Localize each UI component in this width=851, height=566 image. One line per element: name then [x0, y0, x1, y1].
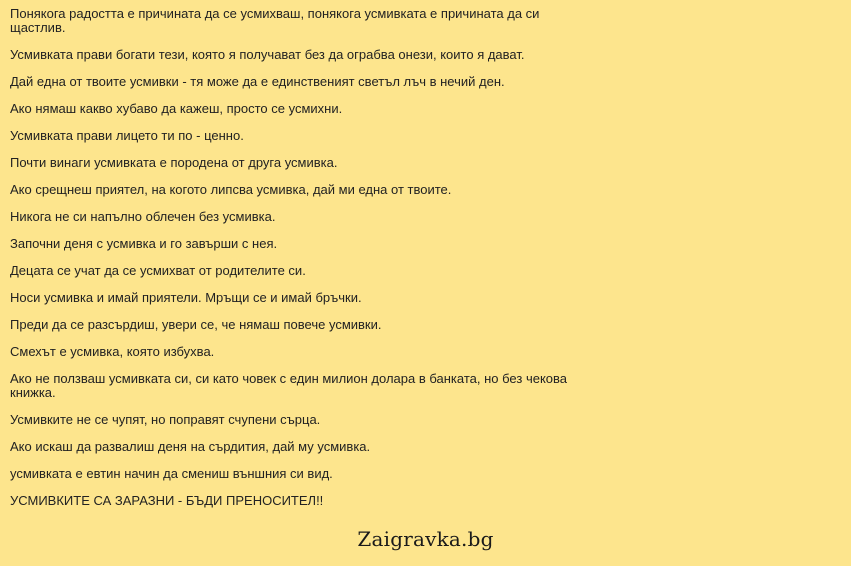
- quote-item: Носи усмивка и имай приятели. Мръщи се и имай бръчки.: [10, 290, 362, 305]
- quote-item: Смехът е усмивка, която избухва.: [10, 344, 215, 359]
- quote-item: Понякога радостта е причината да се усмихваш, понякога усмивката е причината да си щастлив.: [10, 6, 540, 35]
- quote-item: Децата се учат да се усмихват от родителите си.: [10, 263, 306, 278]
- quote-item: Дай една от твоите усмивки - тя може да е единственият светъл лъч в нечий ден.: [10, 74, 505, 89]
- quote-item: Ако искаш да развалиш деня на сърдития, дай му усмивка.: [10, 439, 371, 454]
- quote-item: Почти винаги усмивката е породена от друга усмивка.: [10, 155, 338, 170]
- quote-item: усмивката е евтин начин да смениш външния си вид.: [10, 466, 333, 481]
- quote-item: Усмивките не се чупят, но поправят счупени сърца.: [10, 412, 321, 427]
- site-brand: Zaigravka.bg: [357, 527, 494, 551]
- quote-item: Ако не ползваш усмивката си, си като човек с един милион долара в банката, но без чекова книжка.: [10, 371, 568, 400]
- quote-item: Ако нямаш какво хубаво да кажеш, просто се усмихни.: [10, 101, 343, 116]
- quote-item: Преди да се разсърдиш, увери се, че нямаш повече усмивки.: [10, 317, 382, 332]
- quote-item: Ако срещнеш приятел, на когото липсва усмивка, дай ми една от твоите.: [10, 182, 452, 197]
- quote-item: УСМИВКИТЕ СА ЗАРАЗНИ - БЪДИ ПРЕНОСИТЕЛ!!: [10, 493, 324, 508]
- quote-item: Усмивката прави богати тези, която я получават без да ограбва онези, които я дават.: [10, 47, 525, 62]
- quote-item: Никога не си напълно облечен без усмивка.: [10, 209, 276, 224]
- quote-item: Усмивката прави лицето ти по - ценно.: [10, 128, 244, 143]
- quote-list: [10, 7, 570, 508]
- quote-item: Започни деня с усмивка и го завърши с нея.: [10, 236, 278, 251]
